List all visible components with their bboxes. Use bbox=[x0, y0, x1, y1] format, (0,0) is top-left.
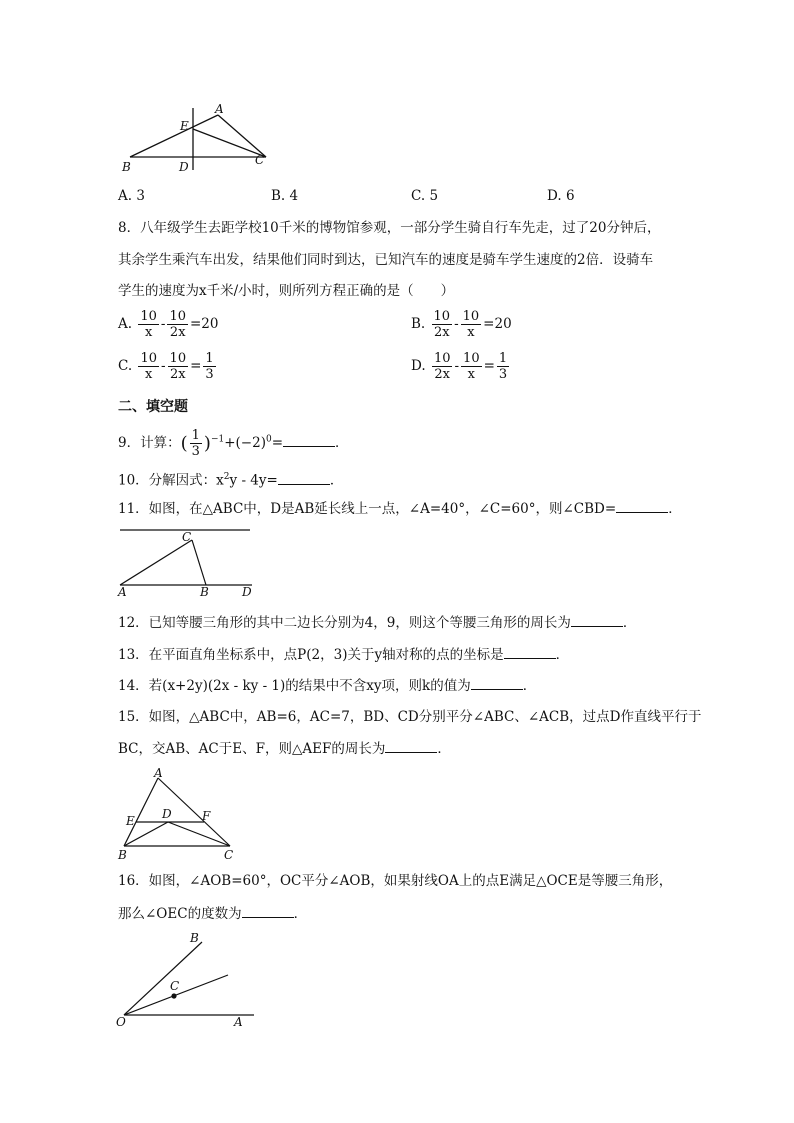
q15-label-c: C bbox=[224, 848, 234, 862]
q15-segment-cd bbox=[168, 822, 230, 846]
q11-line: 11．如图，在△ABC中，D是AB延长线上一点，∠A=40°，∠C=60°，则∠CBD= ． bbox=[118, 498, 682, 519]
q15-label-e: E bbox=[126, 814, 135, 828]
q16-answer-blank[interactable] bbox=[242, 903, 294, 918]
q10-line: 10．分解因式：$x^2y - 4y=$ ． bbox=[118, 467, 343, 491]
q7-segment-ba bbox=[130, 115, 218, 157]
q7-option-c[interactable]: C. 5 bbox=[411, 188, 439, 204]
q11-segment-cb bbox=[192, 540, 206, 585]
q11-figure bbox=[116, 526, 258, 598]
q14-line: 14．若(x+2y)(2x - ky - 1)的结果中不含xy项，则k的值为 ． bbox=[118, 675, 536, 696]
q16-figure bbox=[114, 930, 260, 1032]
q15-figure bbox=[116, 768, 240, 864]
q16-label-c: C bbox=[170, 979, 180, 993]
q8-line3: 学生的速度为x千米/小时，则所列方程正确的是（ ） bbox=[118, 283, 455, 299]
q15-label-f: F bbox=[202, 809, 211, 823]
q8-option-d[interactable]: D. $\frac{10}{2x}$ - $\frac{10}{x}$ = $\frac{1}{3}$ bbox=[411, 351, 508, 382]
q7-figure bbox=[118, 100, 278, 178]
q16-label-b: B bbox=[190, 931, 199, 945]
q7-label-a: A bbox=[215, 102, 224, 116]
q16-ray-ob bbox=[124, 942, 202, 1015]
q11-label-d: D bbox=[242, 585, 252, 598]
q15-line1: 15．如图，△ABC中，AB=6，AC=7，BD、CD分别平分∠ABC、∠ACB，过点D作直线平行于 bbox=[118, 709, 702, 725]
q9-line: 9．计算：( $\frac{1}{3}$ )$^{-1}+(-2)^0=$ ． bbox=[118, 428, 349, 459]
q12-answer-blank[interactable] bbox=[571, 612, 623, 627]
q16-label-a: A bbox=[234, 1015, 243, 1029]
q16-label-o: O bbox=[116, 1015, 126, 1029]
q15-label-b: B bbox=[118, 848, 127, 862]
q15-label-a: A bbox=[154, 768, 163, 780]
q16-point-c bbox=[171, 993, 176, 998]
q8-option-c[interactable]: C. $\frac{10}{x}$ - $\frac{10}{2x}$ = $\frac{1}{3}$ bbox=[118, 351, 214, 382]
q7-label-e: E bbox=[180, 119, 189, 133]
q12-line: 12．已知等腰三角形的其中二边长分别为4，9，则这个等腰三角形的周长为 ． bbox=[118, 612, 636, 633]
q16-line2: 那么∠OEC的度数为 ． bbox=[118, 903, 307, 924]
q8-option-b[interactable]: B. $\frac{10}{2x}$ - $\frac{10}{x}$ =20 bbox=[411, 309, 512, 340]
q11-segment-ac bbox=[120, 540, 192, 585]
q8-line2: 其余学生乘汽车出发，结果他们同时到达，已知汽车的速度是骑车学生速度的2倍．设骑车 bbox=[118, 252, 654, 268]
q7-segment-ac bbox=[218, 115, 266, 157]
q15-line2: BC，交AB、AC于E、F，则△AEF的周长为 ． bbox=[118, 738, 451, 759]
q7-option-a[interactable]: A. 3 bbox=[118, 188, 145, 204]
q7-option-b[interactable]: B. 4 bbox=[271, 188, 299, 204]
q7-label-d: D bbox=[179, 160, 189, 174]
q15-answer-blank[interactable] bbox=[385, 738, 437, 753]
q10-answer-blank[interactable] bbox=[278, 470, 330, 485]
q14-answer-blank[interactable] bbox=[471, 675, 523, 690]
section-title-fill-in: 二、填空题 bbox=[118, 399, 188, 415]
q15-label-d: D bbox=[162, 807, 172, 821]
q8-line1: 8．八年级学生去距学校10千米的博物馆参观，一部分学生骑自行车先走，过了20分钟后， bbox=[118, 220, 661, 236]
q11-answer-blank[interactable] bbox=[616, 498, 668, 513]
q11-label-a: A bbox=[118, 585, 127, 598]
q16-line1: 16．如图，∠AOB=60°，OC平分∠AOB，如果射线OA上的点E满足△OCE是等腰三角形， bbox=[118, 873, 673, 889]
q11-label-c: C bbox=[182, 530, 192, 544]
q13-line: 13．在平面直角坐标系中，点P(2，3)关于y轴对称的点的坐标是 ． bbox=[118, 644, 569, 665]
q9-answer-blank[interactable] bbox=[283, 432, 335, 447]
q8-option-a[interactable]: A. $\frac{10}{x}$ - $\frac{10}{2x}$ =20 bbox=[118, 309, 219, 340]
q7-option-d[interactable]: D. 6 bbox=[547, 188, 575, 204]
q11-label-b: B bbox=[200, 585, 209, 598]
q15-segment-ab bbox=[124, 778, 158, 846]
q13-answer-blank[interactable] bbox=[504, 644, 556, 659]
q7-label-c: C bbox=[255, 153, 265, 167]
q7-label-b: B bbox=[122, 160, 131, 174]
